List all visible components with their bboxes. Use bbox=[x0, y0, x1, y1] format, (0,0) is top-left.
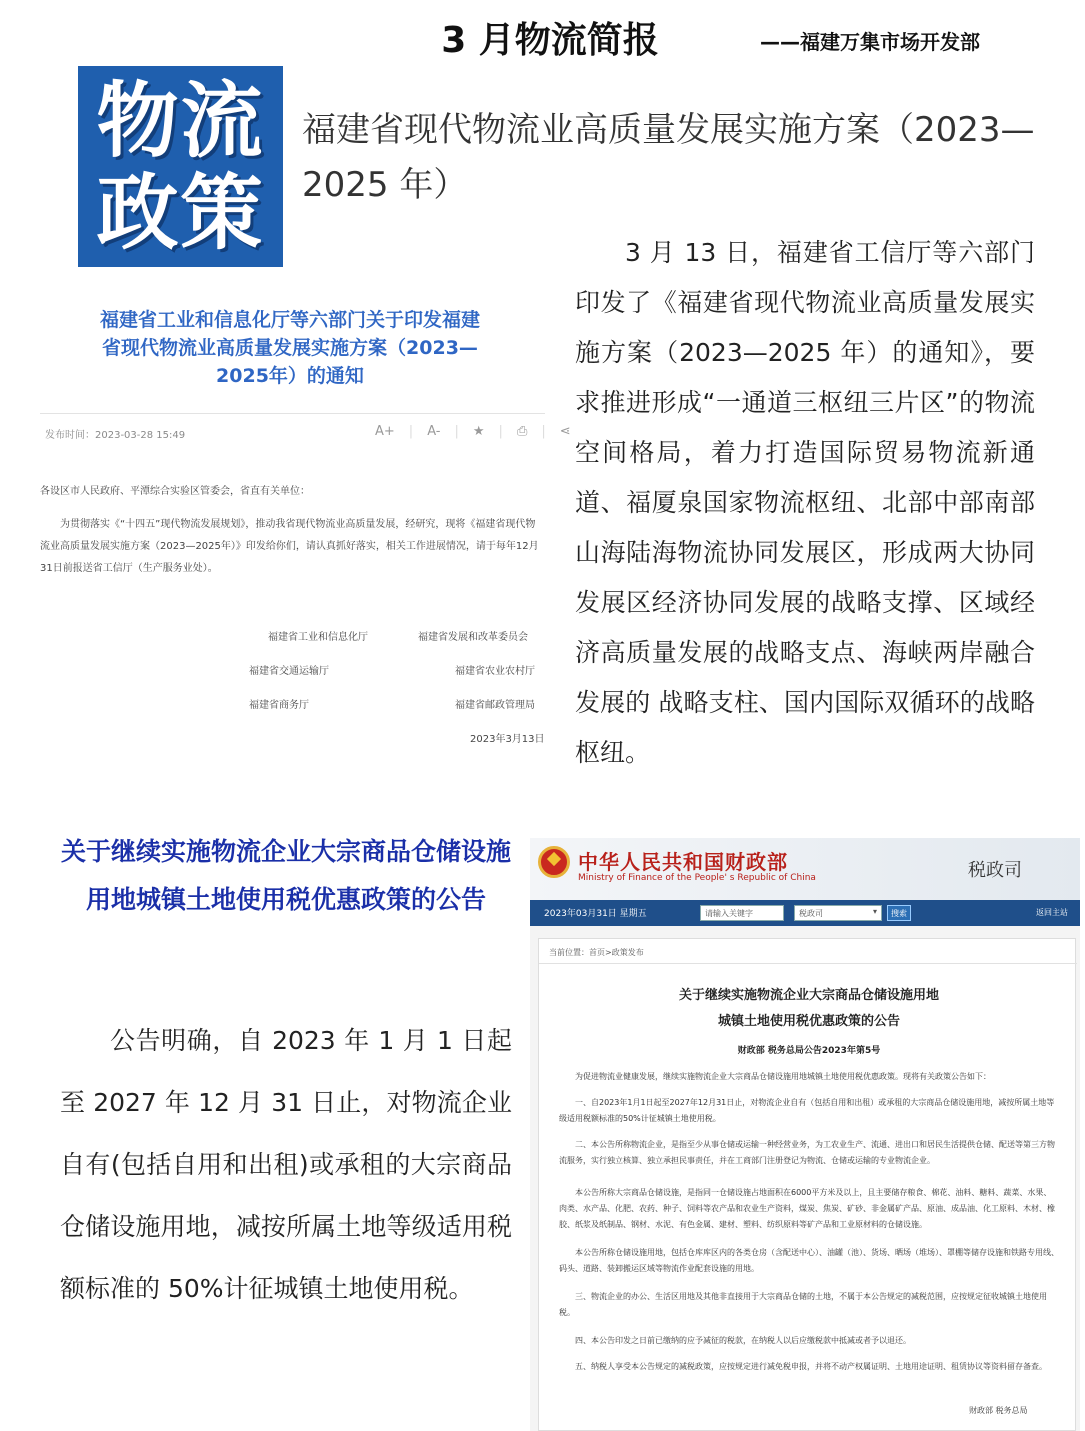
announcement-paragraph: 一、自2023年1月1日起至2027年12月31日止，对物流企业自有（包括自用和出租）或承租的大宗商品仓储设施用地，减按所属土地等级适用税额标准的50%计征城镇土地使用税。 bbox=[559, 1098, 1055, 1123]
announcement-title-line: 城镇土地使用税优惠政策的公告 bbox=[717, 1014, 900, 1029]
announcement-paragraph: 五、纳税人享受本公告规定的减税政策，应按规定进行减免税申报，并将不动产权属证明、土地用途证明、租赁协议等资料留存备查。 bbox=[575, 1362, 1047, 1371]
site-nav-bar bbox=[530, 900, 1080, 926]
badge-line-1: 物流 bbox=[96, 74, 265, 169]
mof-announcement-screenshot bbox=[530, 838, 1080, 1431]
national-emblem-icon bbox=[538, 846, 570, 878]
ministry-name: 中华人民共和国财政部 bbox=[578, 850, 788, 874]
logistics-policy-badge bbox=[78, 66, 283, 267]
favorite-icon[interactable]: ★ bbox=[472, 424, 485, 439]
department-name: 税政司 bbox=[968, 860, 1022, 881]
announcement-paragraph: 本公告所称大宗商品仓储设施，是指同一仓储设施占地面积在6000平方米及以上，且主要储存粮食、棉花、油料、糖料、蔬菜、水果、肉类、水产品、化肥、农药、种子、饲料等农产品和农业生产资料，煤炭、焦炭、矿砂、非金属矿产品、原油、成品油、化工原料、木材、橡胶、纸浆及纸制品、钢材、水泥、有色金属、建材、塑料、纺织原料等矿产品和工业原材料的仓储设施。 bbox=[559, 1188, 1055, 1229]
announcement-paragraph: 本公告所称仓储设施用地，包括仓库库区内的各类仓房（含配送中心）、油罐（池）、货场、晒场（堆场）、罩棚等储存设施和铁路专用线、码头、道路、装卸搬运区域等物流作业配套设施的用地。 bbox=[559, 1248, 1059, 1273]
notice-title: 福建省工业和信息化厅等六部门关于印发福建省现代物流业高质量发展实施方案（2023—2025年）的通知 bbox=[100, 309, 481, 387]
article-toolbar: A+ | A- | ★ | ⎙ | ⋖ bbox=[375, 424, 571, 439]
divider bbox=[539, 963, 1077, 964]
site-header bbox=[530, 838, 1080, 900]
site-date: 2023年03月31日 星期五 bbox=[544, 909, 647, 919]
font-smaller-icon[interactable]: A- bbox=[427, 424, 441, 439]
keyword-search-input[interactable]: 请输入关键字 bbox=[700, 905, 784, 921]
divider bbox=[40, 413, 545, 414]
signatory: 福建省发展和改革委员会 bbox=[418, 632, 528, 643]
section2-paragraph: 公告明确，自 2023 年 1 月 1 日起至 2027 年 12 月 31 日止，对物流企业自有(包括自用和出租)或承租的大宗商品仓储设施用地，减按所属土地等级适用税额标准的 50%计征城镇土地使用税。 bbox=[60, 1026, 512, 1303]
notice-date: 2023年3月13日 bbox=[470, 734, 545, 745]
notice-addressee: 各设区市人民政府、平潭综合实验区管委会，省直有关单位： bbox=[40, 486, 310, 497]
signatory: 福建省商务厅 bbox=[249, 700, 309, 711]
publish-time: 发布时间：2023-03-28 15:49 bbox=[45, 430, 186, 441]
chevron-down-icon: ▾ bbox=[872, 907, 877, 916]
home-link[interactable]: 返回主站 bbox=[1036, 908, 1068, 917]
badge-line-2: 政策 bbox=[96, 166, 265, 261]
announcement-number: 财政部 税务总局公告2023年第5号 bbox=[737, 1046, 881, 1056]
notice-body: 为贯彻落实《“十四五”现代物流发展规划》，推动我省现代物流业高质量发展，经研究，现将《福建省现代物流业高质量发展实施方案（2023—2025年）》印发给你们，请认真抓好落实，相关工作进展情况，请于每年12月31日前报送省工信厅（生产服务业处）。 bbox=[40, 519, 539, 574]
announcement-paragraph: 三、物流企业的办公、生活区用地及其他非直接用于大宗商品仓储的土地，不属于本公告规定的减税范围，应按规定征收城镇土地使用税。 bbox=[559, 1292, 1047, 1317]
announcement-title bbox=[599, 983, 1019, 1035]
department-signature: ——福建万集市场开发部 bbox=[760, 30, 980, 54]
section1-heading: 福建省现代物流业高质量发展实施方案（2023—2025 年） bbox=[302, 110, 1035, 205]
announcement-paragraph: 为促进物流业健康发展，继续实施物流企业大宗商品仓储设施用地城镇土地使用税优惠政策。现将有关政策公告如下： bbox=[575, 1072, 991, 1081]
signatory: 福建省农业农村厅 bbox=[455, 666, 535, 677]
scope-select-value: 税政司 bbox=[799, 909, 823, 918]
section2-heading: 关于继续实施物流企业大宗商品仓储设施用地城镇土地使用税优惠政策的公告 bbox=[60, 837, 511, 914]
signatory: 福建省工业和信息化厅 bbox=[268, 632, 368, 643]
announcement-paragraph: 四、本公告印发之日前已缴纳的应予减征的税款，在纳税人以后应缴税款中抵减或者予以退还。 bbox=[575, 1336, 911, 1345]
page-title: 3 月物流简报 bbox=[441, 20, 659, 61]
notice-screenshot bbox=[40, 290, 571, 770]
announcement-title-line: 关于继续实施物流企业大宗商品仓储设施用地 bbox=[678, 988, 939, 1003]
share-icon[interactable]: ⋖ bbox=[559, 424, 571, 439]
font-larger-icon[interactable]: A+ bbox=[375, 424, 395, 439]
breadcrumb: 当前位置：首页>政策发布 bbox=[549, 948, 644, 957]
signatory: 福建省邮政管理局 bbox=[455, 700, 535, 711]
announcement-page bbox=[538, 938, 1076, 1431]
search-button[interactable]: 搜索 bbox=[887, 905, 911, 921]
signatory: 福建省交通运输厅 bbox=[249, 666, 329, 677]
section1-paragraph: 3 月 13 日，福建省工信厅等六部门印发了《福建省现代物流业高质量发展实施方案（2023—2025 年）的通知》，要求推进形成“一通道三枢纽三片区”的物流空间格局，着力打造国际贸易物流新通道、福厦泉国家物流枢纽、北部中部南部山海陆海物流协同发展区，形成两大协同发展区经济协同发展的战略支撑、区域经济高质量发展的战略支点、海峡两岸融合发展的 战略支柱、国内国际双循环的战略枢纽。 bbox=[575, 238, 1035, 767]
ministry-name-en: Ministry of Finance of the People' s Republic of China bbox=[578, 873, 816, 883]
announcement-paragraph: 二、本公告所称物流企业，是指至少从事仓储或运输一种经营业务，为工农业生产、流通、进出口和居民生活提供仓储、配送等第三方物流服务，实行独立核算、独立承担民事责任，并在工商部门注册登记为物流、仓储或运输的专业物流企业。 bbox=[559, 1140, 1055, 1165]
print-icon[interactable]: ⎙ bbox=[516, 424, 528, 439]
scope-select[interactable] bbox=[794, 905, 882, 921]
announcement-signature: 财政部 税务总局 bbox=[969, 1406, 1028, 1415]
